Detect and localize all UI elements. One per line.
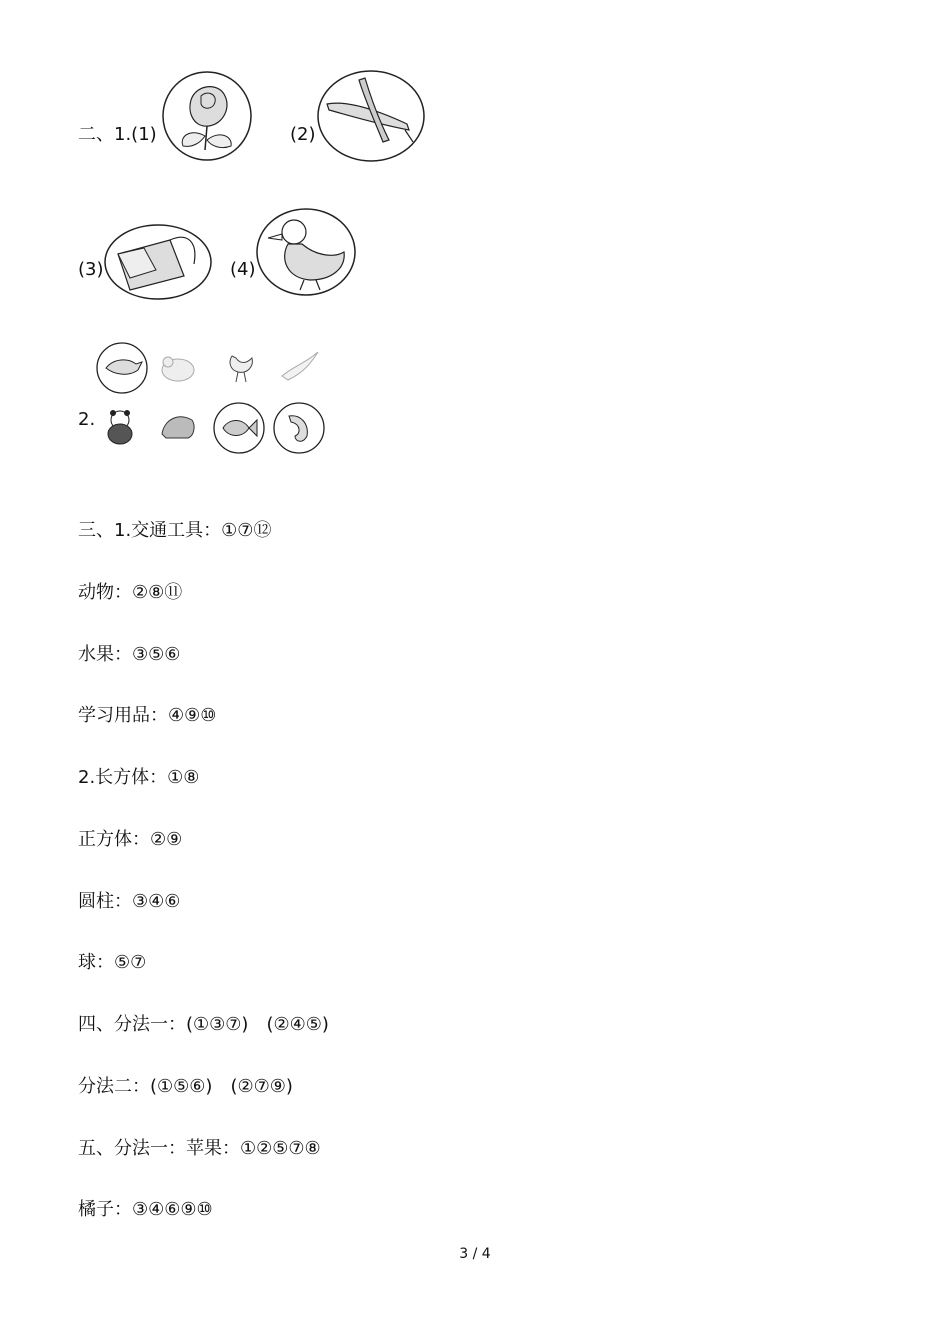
schoolbag-icon <box>104 224 212 300</box>
answer-line: 分法二：(①⑤⑥) (②⑦⑨) <box>78 1076 293 1097</box>
answer-line: 四、分法一：(①③⑦) (②④⑤) <box>78 1014 329 1035</box>
q2-label: 2. <box>78 409 96 430</box>
q1-item-3-label: (3) <box>78 259 104 280</box>
pea-pod-icon <box>317 70 425 162</box>
answer-line: 2.长方体：①⑧ <box>78 767 200 788</box>
dolphin-icon-circled <box>96 342 148 394</box>
swallow-icon <box>278 346 322 386</box>
answer-line: 动物：②⑧⑪ <box>78 582 183 603</box>
answer-line: 圆柱：③④⑥ <box>78 891 181 912</box>
answer-line: 学习用品：④⑨⑩ <box>78 705 217 726</box>
duck-icon <box>256 208 356 296</box>
answer-line: 五、分法一：苹果：①②⑤⑦⑧ <box>78 1138 321 1159</box>
answer-line: 球：⑤⑦ <box>78 952 147 973</box>
fish-icon-circled <box>213 402 265 454</box>
panda-icon <box>100 406 140 446</box>
answer-line: 水果：③⑤⑥ <box>78 644 181 665</box>
answer-line: 三、1.交通工具：①⑦⑫ <box>78 520 272 541</box>
rose-flower-icon <box>161 70 253 162</box>
q1-item-2-label: (2) <box>290 124 316 145</box>
rooster-icon <box>220 346 260 386</box>
q1-label: 二、1.(1) <box>78 124 157 145</box>
shrimp-icon-circled <box>273 402 325 454</box>
answer-line: 橘子：③④⑥⑨⑩ <box>78 1199 213 1220</box>
mouse-icon <box>158 350 198 386</box>
hedgehog-icon <box>158 408 198 444</box>
page-number: 3 / 4 <box>459 1246 491 1262</box>
q1-item-4-label: (4) <box>230 259 256 280</box>
answer-line: 正方体：②⑨ <box>78 829 183 850</box>
